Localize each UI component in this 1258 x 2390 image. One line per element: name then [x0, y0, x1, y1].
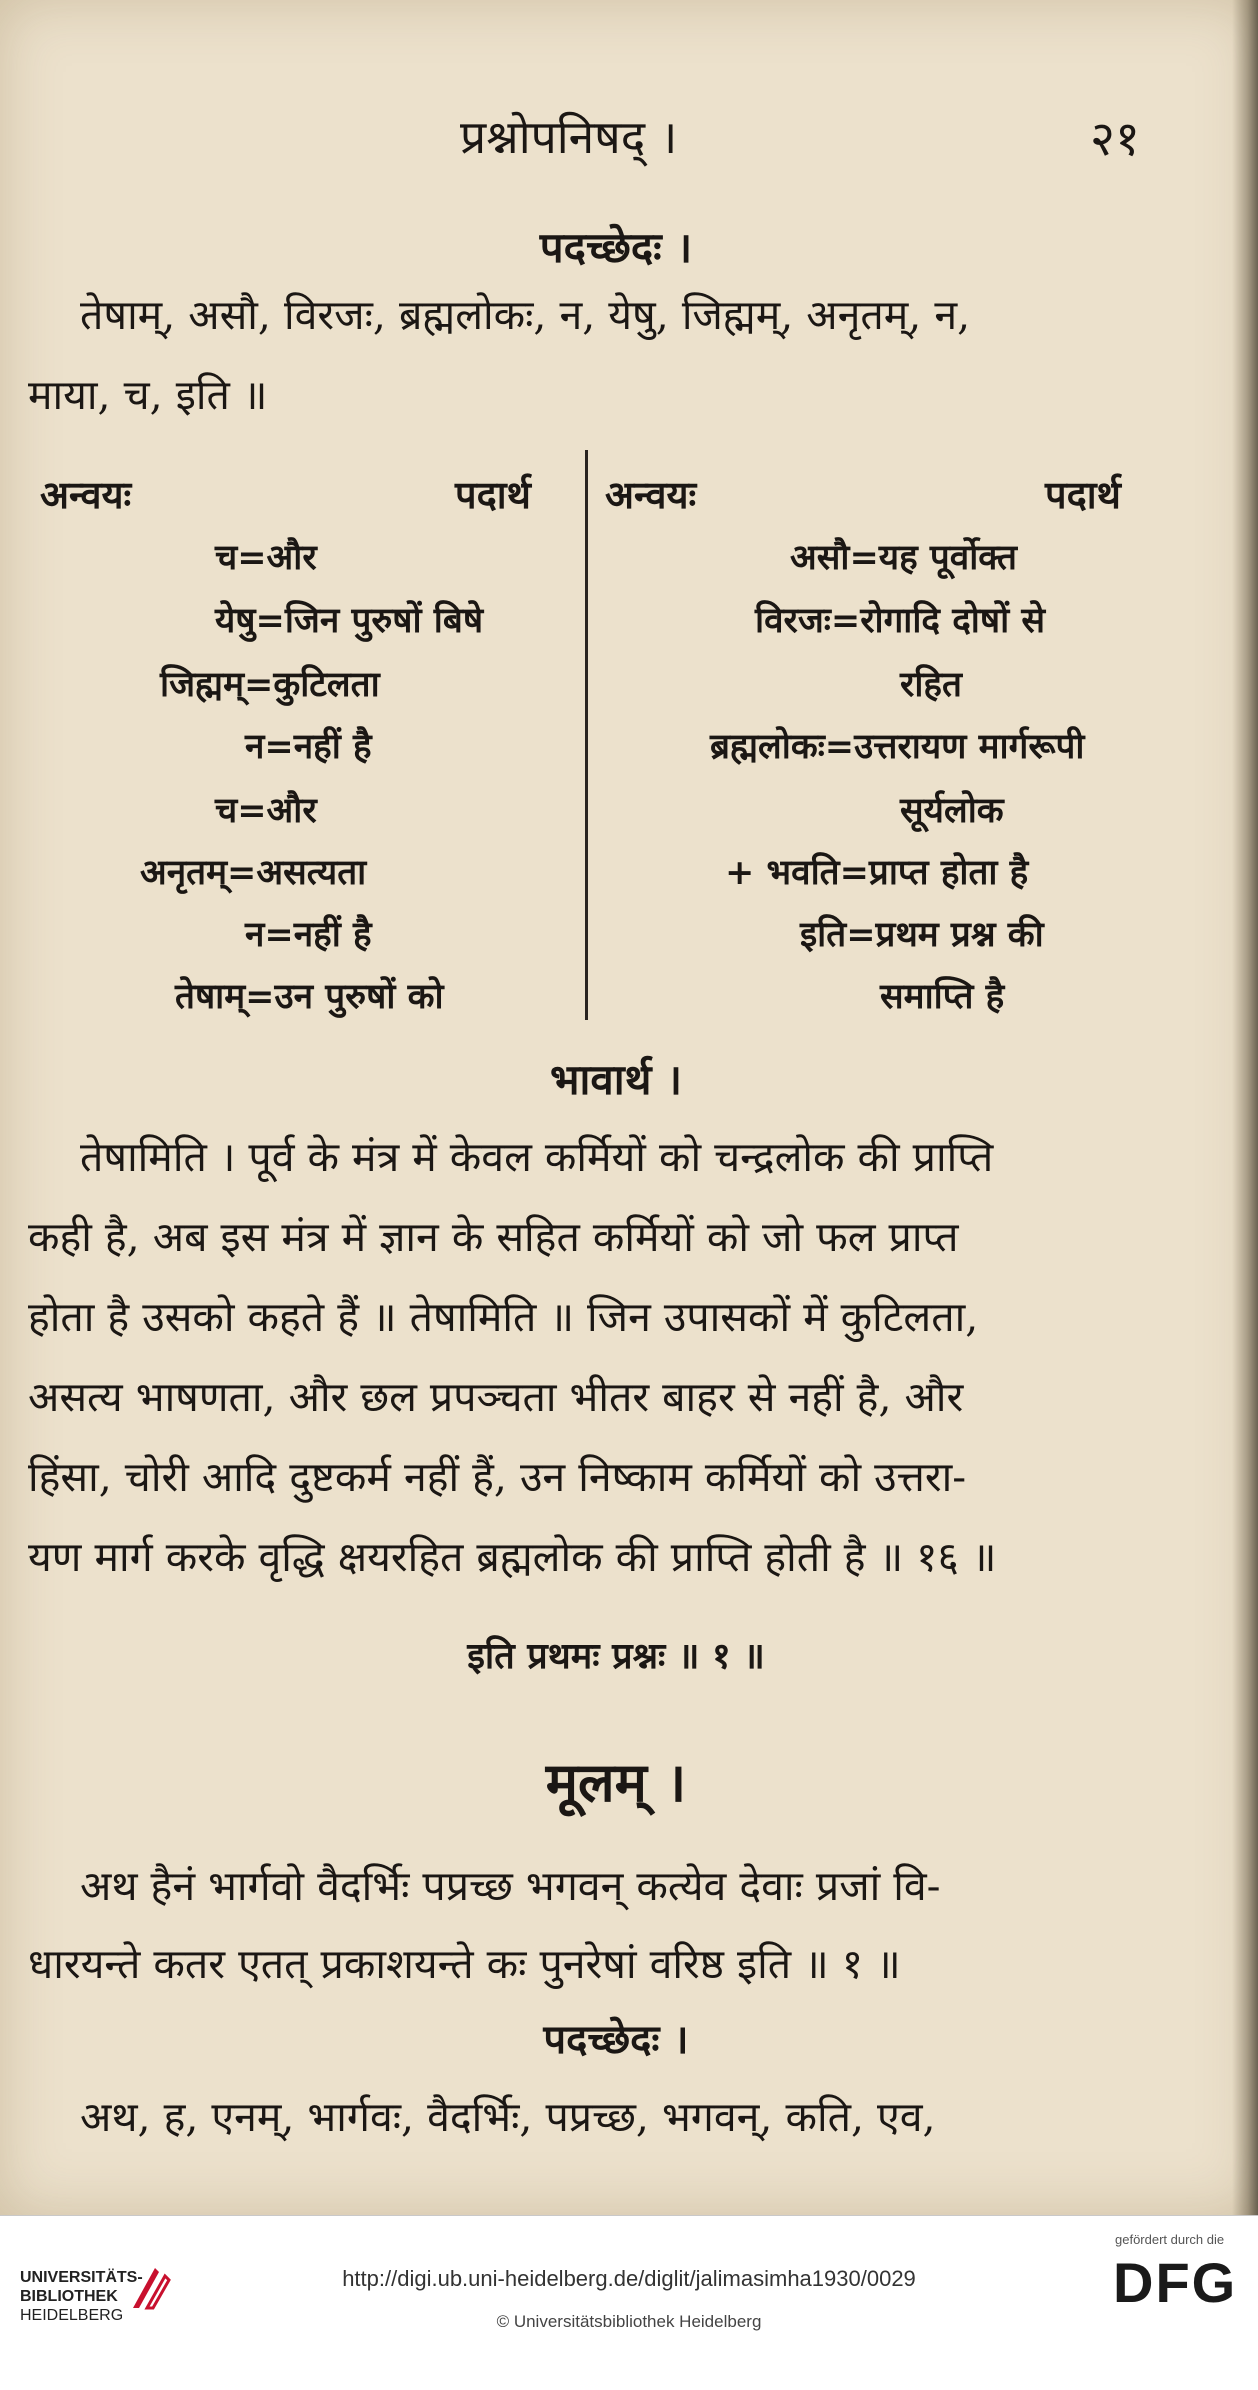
table-row: ब्रह्मलोकः=उत्तरायण मार्गरूपी	[710, 726, 1085, 767]
text-line: अथ, ह, एनम्, भार्गवः, वैदर्भिः, पप्रच्छ, भगवन्, कति, एव,	[80, 2093, 936, 2141]
table-row: समाप्ति है	[880, 976, 1005, 1017]
copyright-text: © Universitätsbibliothek Heidelberg	[496, 2312, 762, 2331]
text-line: धारयन्ते कतर एतत् प्रकाशयन्ते कः पुनरेषां वरिष्ठ इति ॥ १ ॥	[28, 1940, 901, 1988]
text-line: हिंसा, चोरी आदि दुष्टकर्म नहीं हैं, उन निष्काम कर्मियों को उत्तरा-	[28, 1453, 967, 1501]
text-line: कही है, अब इस मंत्र में ज्ञान के सहित कर्मियों को जो फल प्राप्त	[28, 1213, 959, 1261]
iti-prashna-line: इति प्रथमः प्रश्नः ॥ १ ॥	[467, 1635, 765, 1677]
table-row: विरजः=रोगादि दोषों से	[755, 600, 1045, 641]
table-row: तेषाम्=उन पुरुषों को	[175, 976, 444, 1017]
table-row: इति=प्रथम प्रश्न की	[800, 914, 1044, 955]
text-line: अथ हैनं भार्गवो वैदर्भिः पप्रच्छ भगवन् कत्येव देवाः प्रजां वि-	[80, 1862, 941, 1910]
table-row: + भवति=प्राप्त होता है	[725, 852, 1029, 893]
table-row: अनृतम्=असत्यता	[140, 852, 367, 893]
funder-note: gefördert durch die	[1115, 2232, 1225, 2247]
permalink-url[interactable]: http://digi.ub.uni-heidelberg.de/diglit/jalimasimha1930/0029	[342, 2266, 916, 2291]
table-row: येषु=जिन पुरुषों बिषे	[215, 600, 484, 641]
table-row: च=और	[215, 537, 317, 578]
text-line: होता है उसको कहते हैं ॥ तेषामिति ॥ जिन उपासकों में कुटिलता,	[28, 1293, 979, 1341]
text-line: असत्य भाषणता, और छल प्रपञ्चता भीतर बाहर से नहीं है, और	[28, 1373, 964, 1421]
page-number: २१	[1090, 111, 1140, 167]
padaccheda-heading: पदच्छेदः ।	[539, 223, 693, 272]
table-right-head-anvaya: अन्वयः	[605, 472, 697, 517]
bhavartha-heading: भावार्थ ।	[549, 1055, 682, 1104]
footer-bar	[0, 2215, 1258, 2390]
text-line: तेषामिति । पूर्व के मंत्र में केवल कर्मियों को चन्द्रलोक की प्राप्ति	[80, 1133, 994, 1181]
table-row: जिह्मम्=कुटिलता	[160, 664, 380, 705]
mulam-heading: मूलम् ।	[545, 1750, 687, 1814]
table-right-head-padartha: पदार्थ	[1045, 472, 1121, 517]
table-left-head-anvaya: अन्वयः	[40, 472, 132, 517]
library-name: UNIVERSITÄTS- BIBLIOTHEK HEIDELBERG	[20, 2269, 143, 2324]
table-row: रहित	[900, 664, 962, 705]
table-left-head-padartha: पदार्थ	[455, 472, 531, 517]
table-row: न=नहीं है	[245, 726, 372, 767]
column-divider	[585, 450, 588, 1020]
text-line: यण मार्ग करके वृद्धि क्षयरहित ब्रह्मलोक की प्राप्ति होती है ॥ १६ ॥	[28, 1533, 997, 1581]
text-line: तेषाम्, असौ, विरजः, ब्रह्मलोकः, न, येषु, जिह्मम्, अनृतम्, न,	[80, 291, 971, 339]
table-row: च=और	[215, 790, 317, 831]
running-title: प्रश्नोपनिषद् ।	[460, 110, 678, 164]
table-row: सूर्यलोक	[900, 790, 1004, 831]
dfg-logo: DFG	[1113, 2251, 1238, 2314]
text-line: माया, च, इति ॥	[28, 371, 268, 419]
table-row: असौ=यह पूर्वोक्त	[790, 537, 1017, 578]
table-row: न=नहीं है	[245, 914, 372, 955]
padaccheda-heading-2: पदच्छेदः ।	[543, 2016, 689, 2063]
